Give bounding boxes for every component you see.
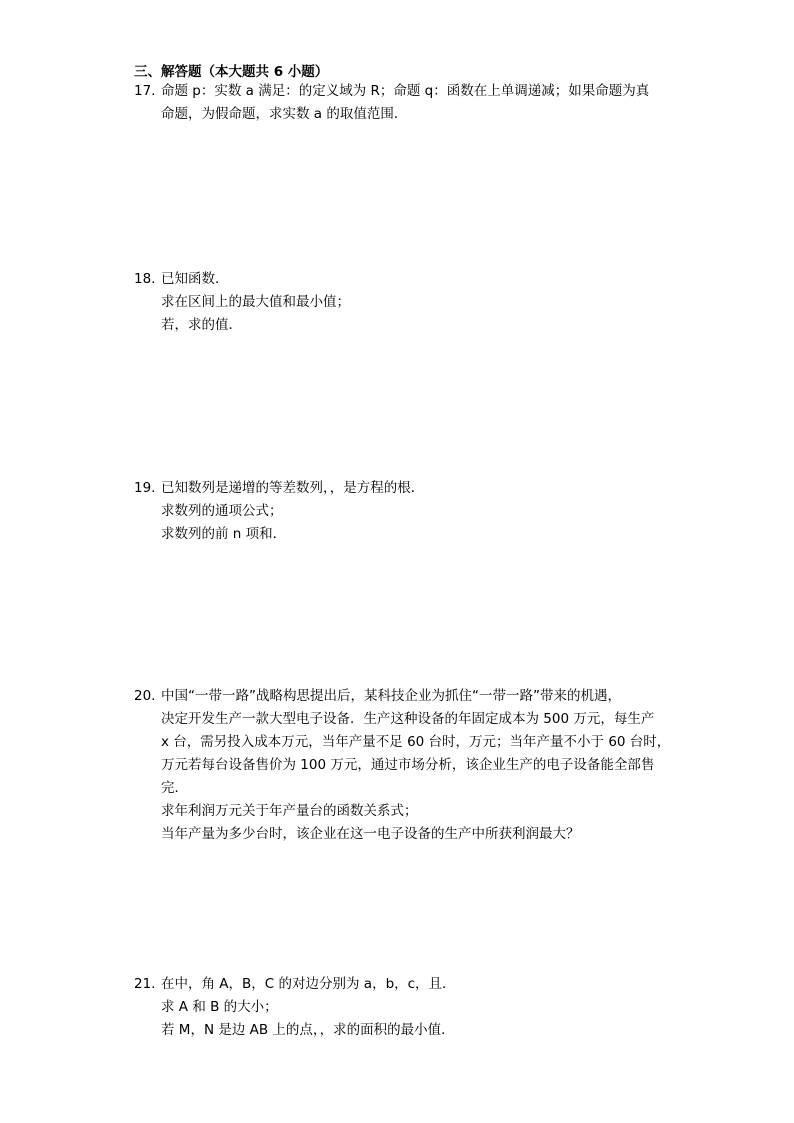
problem-text: 已知数列是递增的等差数列，，是方程的根． (161, 480, 425, 496)
problem-text: 决定开发生产一款大型电子设备．生产这种设备的年固定成本为 500 万元，每生产 (161, 711, 655, 727)
problem-text: 若 M，N 是边 AB 上的点，，求的面积的最小值． (161, 1022, 455, 1038)
problem-number: 17. (134, 83, 156, 99)
problem-line (134, 996, 674, 1019)
problem-text: 完． (161, 780, 188, 796)
problem-line (134, 777, 674, 800)
problem-number: 21. (134, 976, 156, 992)
problem-text: 命题 p：实数 a 满足：的定义域为 R；命题 q：函数在上单调递减；如果命题为真 (161, 83, 650, 99)
problem-line (134, 1019, 674, 1042)
problem-text: 求数列的通项公式； (161, 503, 283, 519)
problem-18 (134, 268, 674, 337)
problem-line (134, 823, 674, 846)
section-heading: 三、解答题（本大题共 6 小题） (134, 64, 329, 80)
problem-line (134, 708, 674, 731)
problem-line (134, 477, 674, 500)
problem-20 (134, 685, 674, 846)
problem-line (134, 268, 674, 291)
problem-19 (134, 477, 674, 546)
problem-line (134, 731, 674, 754)
problem-text: 求年利润万元关于年产量台的函数关系式； (161, 803, 418, 819)
problem-line (134, 685, 674, 708)
problem-text: 命题，为假命题，求实数 a 的取值范围． (161, 106, 408, 122)
problem-line (134, 500, 674, 523)
problem-line (134, 754, 674, 777)
problem-text: 若，求的值． (161, 317, 242, 333)
problem-line (134, 800, 674, 823)
problem-line (134, 291, 674, 314)
problem-number: 18. (134, 271, 156, 287)
problem-line (134, 973, 674, 996)
problem-line (134, 523, 674, 546)
problem-line (134, 80, 674, 103)
problem-text: 当年产量为多少台时，该企业在这一电子设备的生产中所获利润最大？ (161, 826, 580, 842)
problem-text: 中国“一带一路”战略构思提出后，某科技企业为抓住“一带一路”带来的机遇， (161, 688, 621, 704)
problem-text: 求在区间上的最大值和最小值； (161, 294, 350, 310)
problem-text: 求 A 和 B 的大小； (161, 999, 278, 1015)
problem-number: 19. (134, 480, 156, 496)
problem-text: x 台，需另投入成本万元，当年产量不足 60 台时，万元；当年产量不小于 60 台时， (161, 734, 671, 750)
problem-number: 20. (134, 688, 156, 704)
problem-text: 万元若每台设备售价为 100 万元，通过市场分析，该企业生产的电子设备能全部售 (161, 757, 655, 773)
problem-line (134, 314, 674, 337)
problem-21 (134, 973, 674, 1042)
problem-text: 已知函数． (161, 271, 229, 287)
problem-text: 求数列的前 n 项和． (161, 526, 287, 542)
problem-17 (134, 80, 674, 126)
problem-line (134, 103, 674, 126)
problem-text: 在中，角 A，B，C 的对边分别为 a，b，c，且． (161, 976, 456, 992)
